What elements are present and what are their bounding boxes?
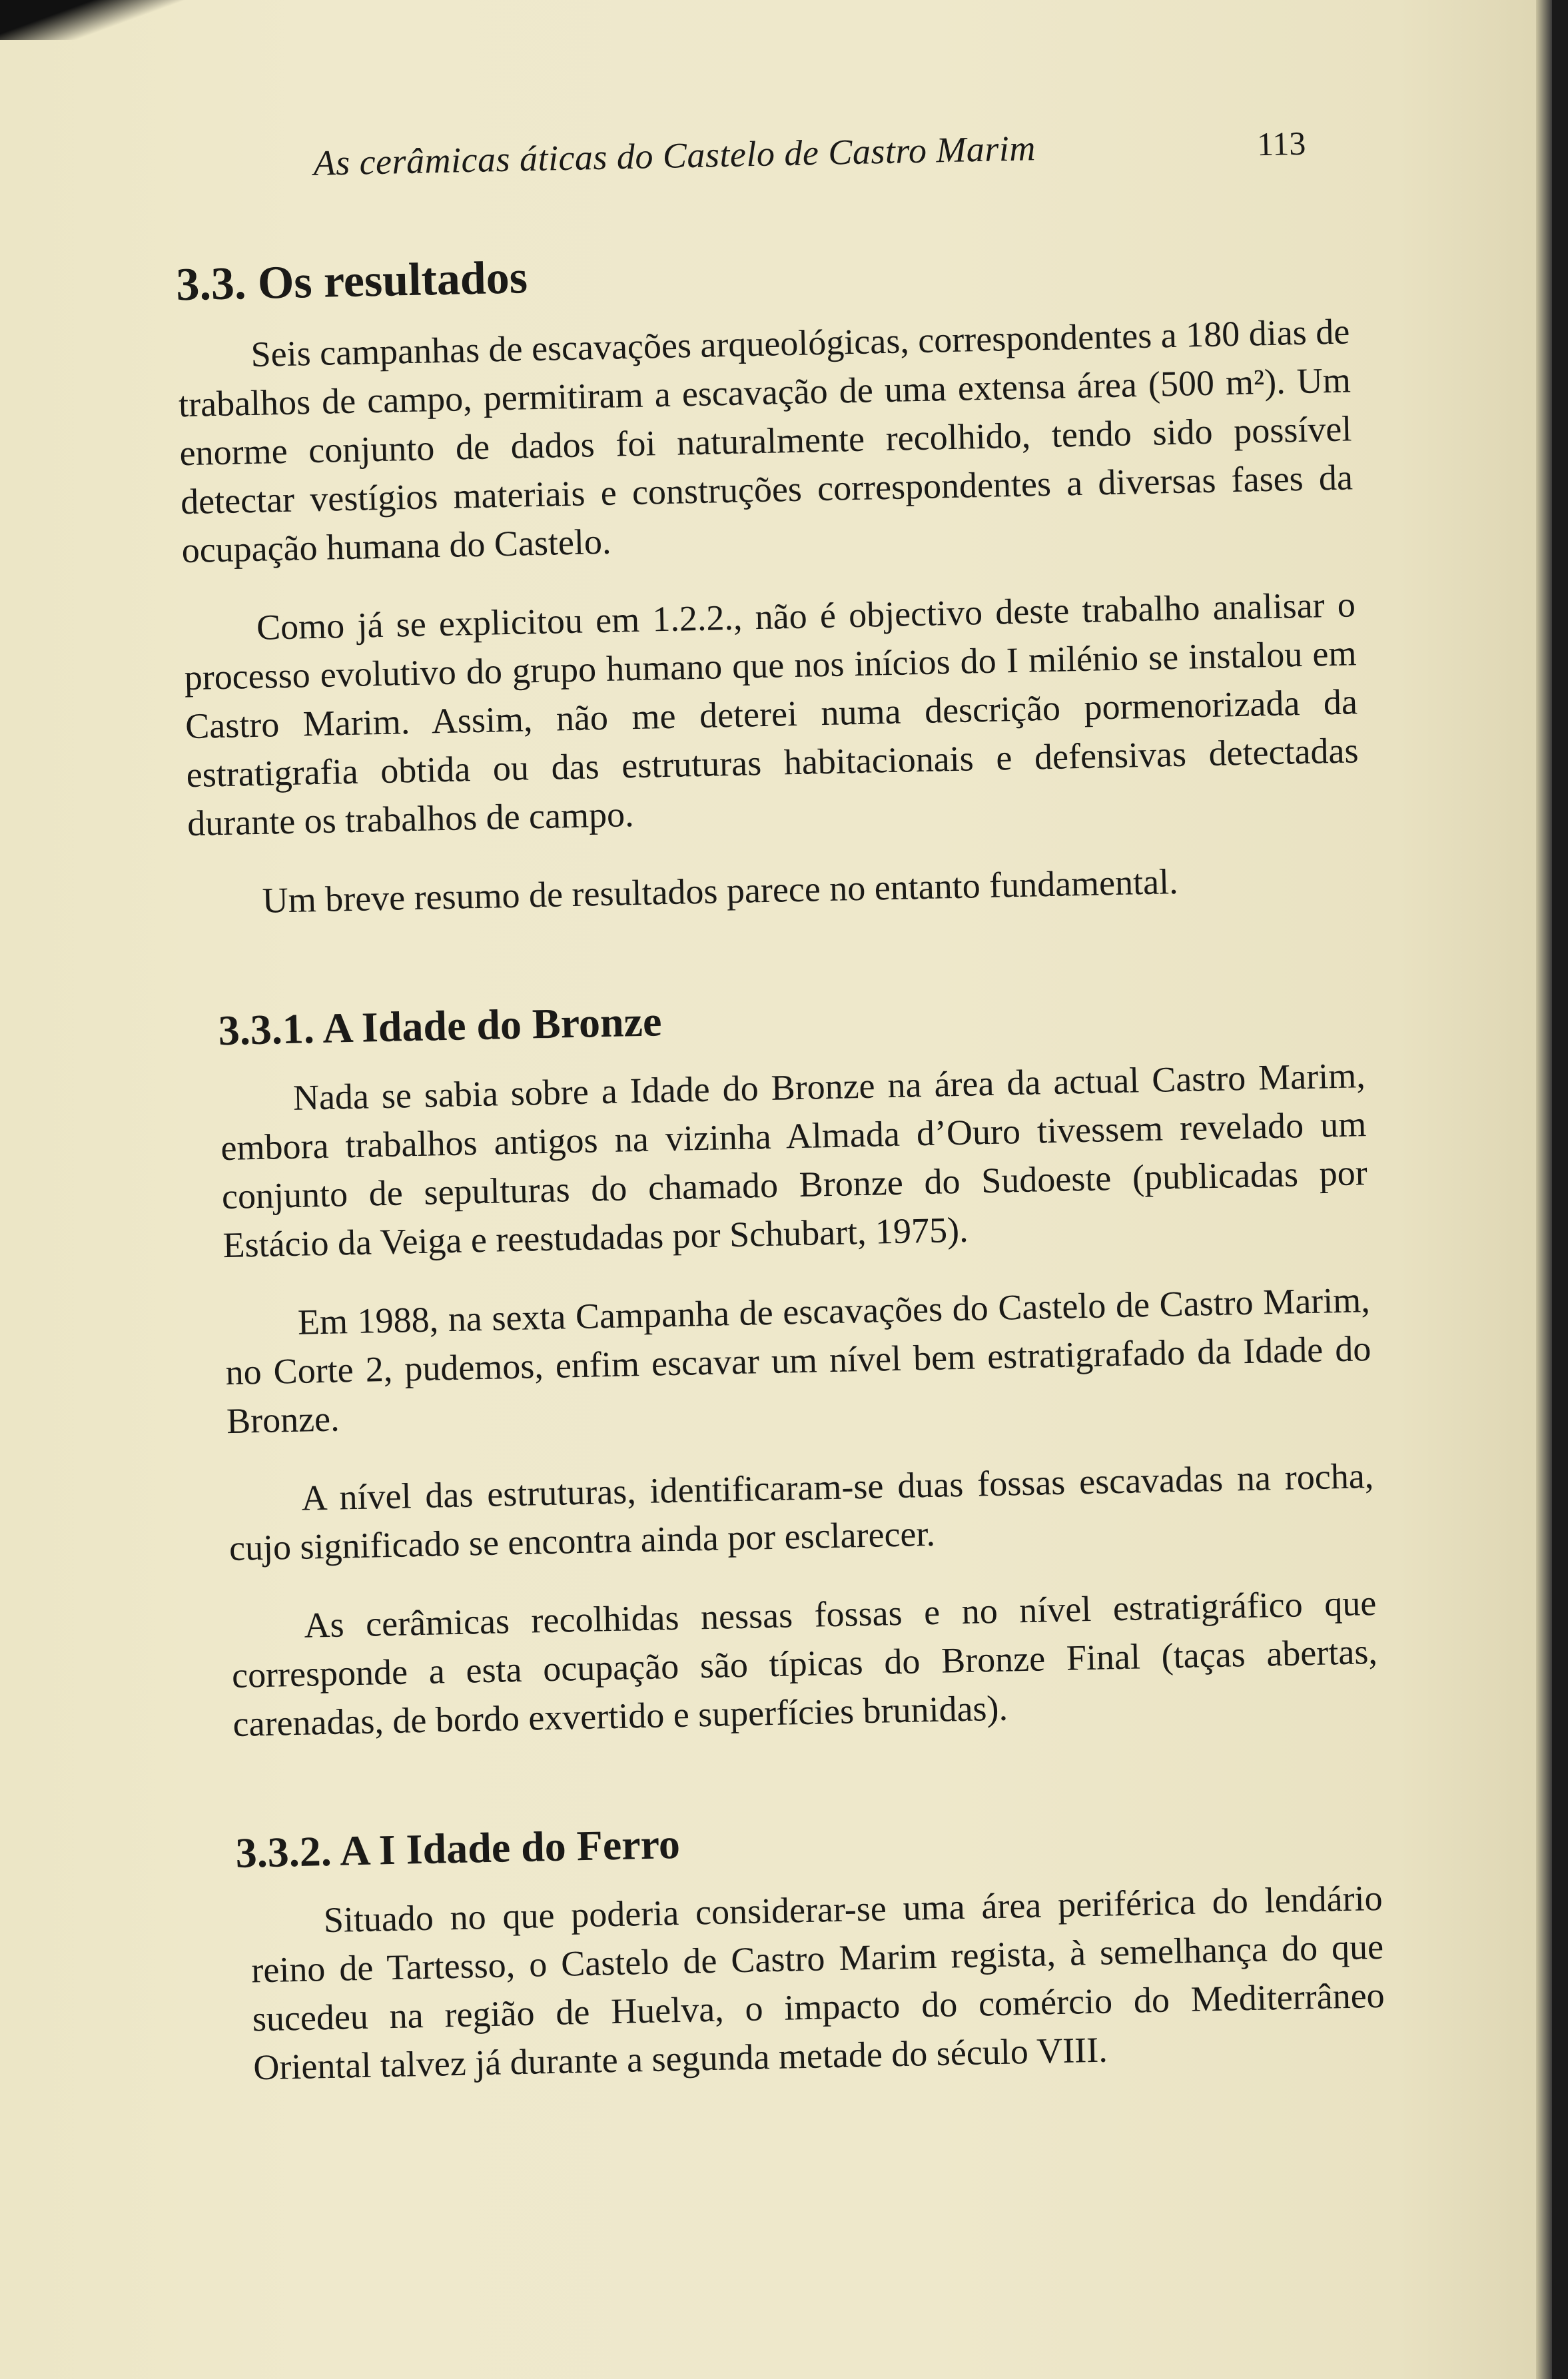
paragraph: Nada se sabia sobre a Idade do Bronze na área da actual Castro Marim, embora trabalhos antigos na vizinha Almada d’Ouro tivessem revelado um conjunto de sepulturas do chamado Bronze do Sudoeste (publicadas por Estácio da Veiga e reestudadas por Schubart, 1975). [220,1055,1368,1266]
paragraph: Situado no que poderia considerar-se uma área periférica do lendário reino de Tartesso, o Castelo de Castro Marim regista, à semelhança do que sucedeu na região de Huelva, o impacto do comércio do Mediterrâneo Oriental talvez já durante a segunda metade do século VIII. [250,1877,1385,2088]
corner-shadow [0,0,200,40]
page-number: 113 [1256,124,1306,163]
section-heading-3-3-2: 3.3.2. A I Idade do Ferro [234,1819,681,1877]
running-title: As cerâmicas áticas do Castelo de Castro Marim [312,128,1036,183]
section-heading-3-3-1: 3.3.1. A Idade do Bronze [218,997,663,1055]
paragraph: As cerâmicas recolhidas nessas fossas e no nível estratigráfico que corresponde a esta ocupação são típicas do Bronze Final (taças abertas, carenadas, de bordo exvertido e superfícies brunidas). [231,1582,1378,1744]
paragraph: Em 1988, na sexta Campanha de escavações do Castelo de Castro Marim, no Corte 2, pudemos, enfim escavar um nível bem estratigrafado da Idade do Bronze. [224,1280,1372,1442]
paragraph: Seis campanhas de escavações arqueológicas, correspondentes a 180 dias de trabalhos de campo, permitiram a escavação de uma extensa área (500 m²). Um enorme conjunto de dados foi naturalmente recolhido, tendo sido possível detectar vestígios materiais e construções correspondentes a diversas fases da ocupação humana do Castelo. [178,311,1354,571]
paragraph: Como já se explicitou em 1.2.2., não é objectivo deste trabalho analisar o processo evolutivo do grupo humano que nos inícios do I milénio se instalou em Castro Marim. Assim, não me deterei numa descrição pormenorizada da estratigrafia obtida ou das estruturas habitacionais e defensivas detectadas durante os trabalhos de campo. [184,584,1360,844]
running-header [313,122,1307,209]
page-edge [1536,0,1552,2379]
section-heading-3-3: 3.3. Os resultados [175,252,528,311]
paragraph: Um breve resumo de resultados parece no entanto fundamental. [262,861,1179,921]
paragraph: A nível das estruturas, identificaram-se duas fossas escavadas na rocha, cujo significado se encontra ainda por esclarecer. [228,1456,1374,1569]
page-content [120,121,1387,2124]
